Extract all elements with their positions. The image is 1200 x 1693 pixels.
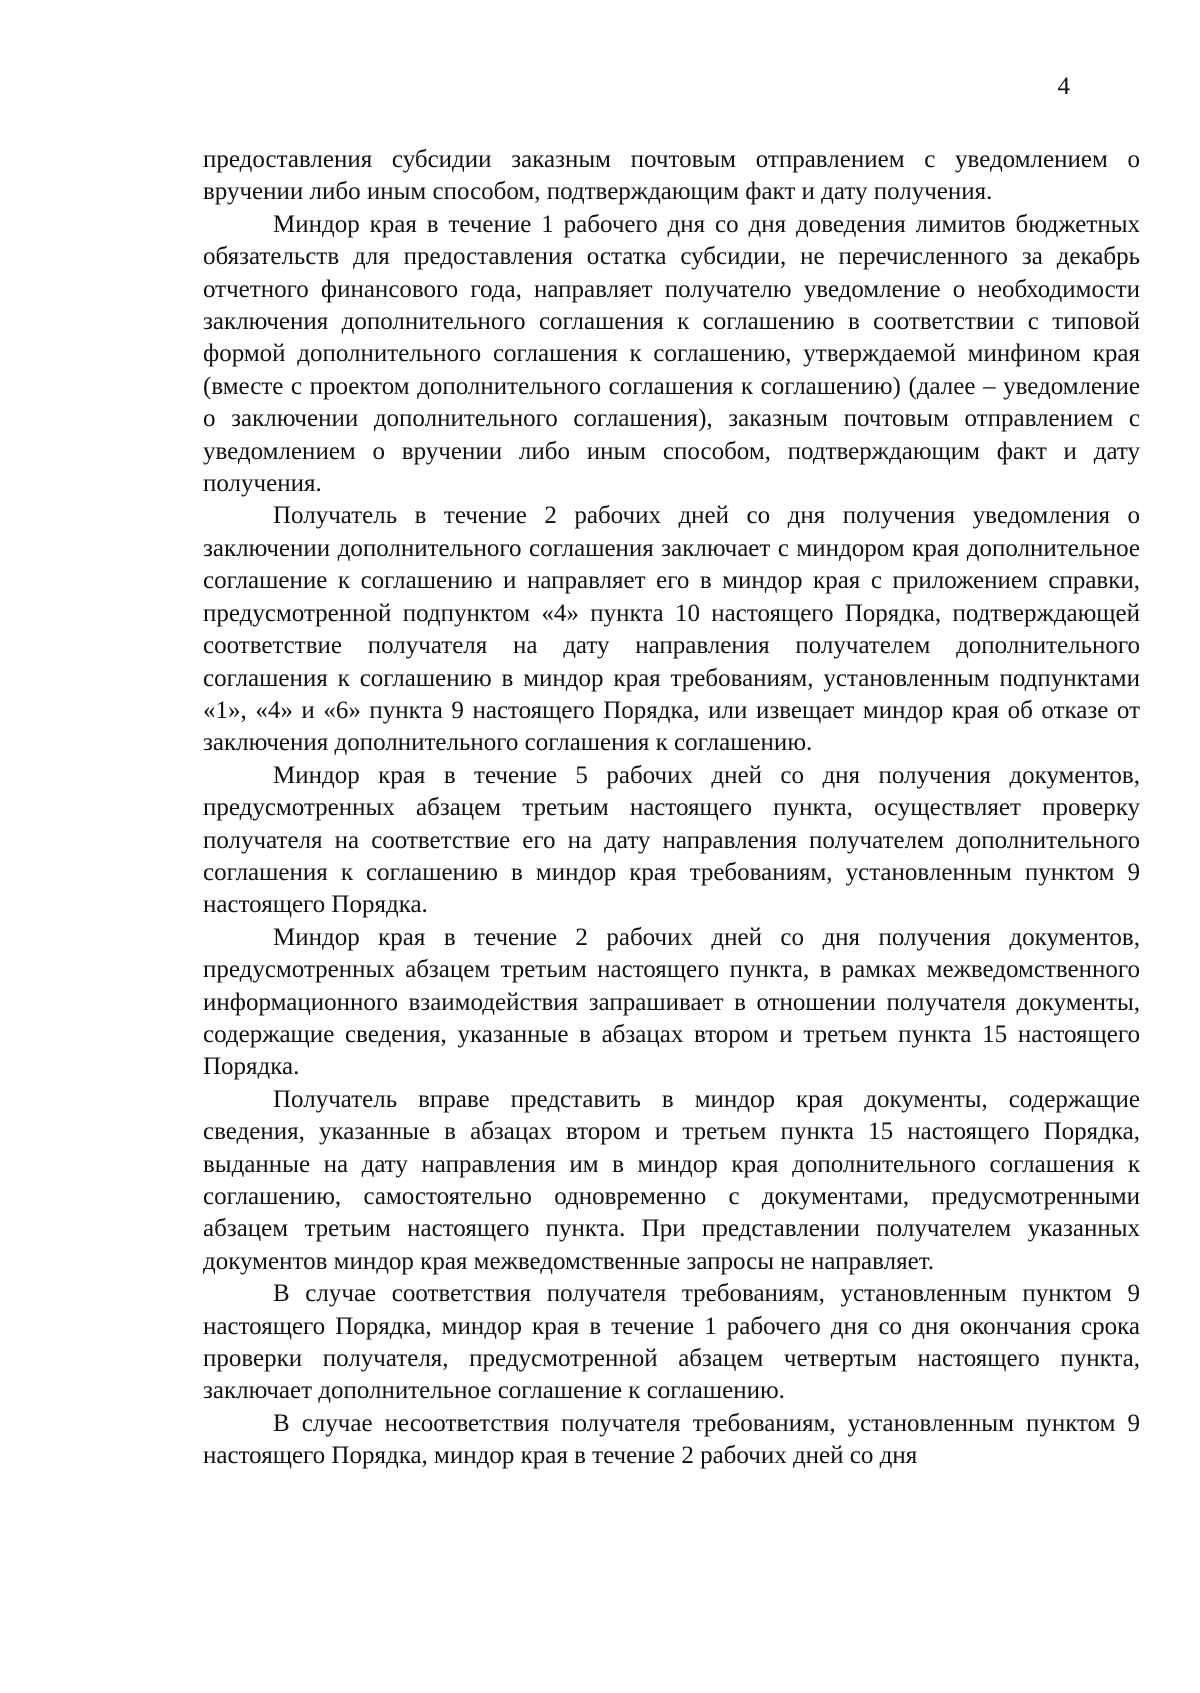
paragraph: Получатель в течение 2 рабочих дней со дня получения уведомления о заключении дополнительного соглашения заключает с миндором края дополнительное соглашение к соглашению и направляет его в миндор края с приложением справки, предусмотренной подпунктом «4» пункта 10 настоящего Порядка, подтверждающей соответствие получателя на дату направления получателем дополнительного соглашения к соглашению в миндор края требованиям, установленным подпунктами «1», «4» и «6» пункта 9 настоящего Порядка, или извещает миндор края об отказе от заключения дополнительного соглашения к соглашению. — [203, 502, 1140, 757]
page-number: 4 — [1057, 73, 1070, 100]
paragraph: В случае соответствия получателя требованиям, установленным пунктом 9 настоящего Порядка, миндор края в течение 1 рабочего дня со дня окончания срока проверки получателя, предусмотренной абзацем четвертым настоящего пункта, заключает дополнительное соглашение к соглашению. — [203, 1280, 1140, 1405]
paragraph: Получатель вправе представить в миндор края документы, содержащие сведения, указанные в абзацах втором и третьем пункта 15 настоящего Порядка, выданные на дату направления им в миндор края дополнительного соглашения к соглашению, самостоятельно одновременно с документами, предусмотренными абзацем третьим настоящего пункта. При представлении получателем указанных документов миндор края межведомственные запросы не направляет. — [203, 1085, 1140, 1275]
paragraph: Миндор края в течение 5 рабочих дней со дня получения документов, предусмотренных абзацем третьим настоящего пункта, осуществляет проверку получателя на соответствие его на дату направления получателем дополнительного соглашения к соглашению в миндор края требованиям, установленным пунктом 9 настоящего Порядка. — [203, 761, 1140, 919]
paragraph-continued: В случае несоответствия получателя требованиям, установленным пунктом 9 настоящего Порядка, миндор края в течение 2 рабочих дней со дня — [203, 1409, 1140, 1470]
paragraph: Миндор края в течение 2 рабочих дней со дня получения документов, предусмотренных абзацем третьим настоящего пункта, в рамках межведомственного информационного взаимодействия запрашивает в отношении получателя документы, содержащие сведения, указанные в абзацах втором и третьем пункта 15 настоящего Порядка. — [203, 923, 1140, 1081]
paragraph-continuation: предоставления субсидии заказным почтовым отправлением с уведомлением о вручении либо иным способом, подтверждающим факт и дату получения. — [203, 146, 1140, 206]
paragraph: Миндор края в течение 1 рабочего дня со дня доведения лимитов бюджетных обязательств для предоставления остатка субсидии, не перечисленного за декабрь отчетного финансового года, направляет получателю уведомление о необходимости заключения дополнительного соглашения к соглашению в соответствии с типовой формой дополнительного соглашения к соглашению, утверждаемой минфином края (вместе с проектом дополнительного соглашения к соглашению) (далее – уведомление о заключении дополнительного соглашения), заказным почтовым отправлением с уведомлением о вручении либо иным способом, подтверждающим факт и дату получения. — [203, 210, 1140, 498]
document-body — [203, 144, 1140, 1473]
